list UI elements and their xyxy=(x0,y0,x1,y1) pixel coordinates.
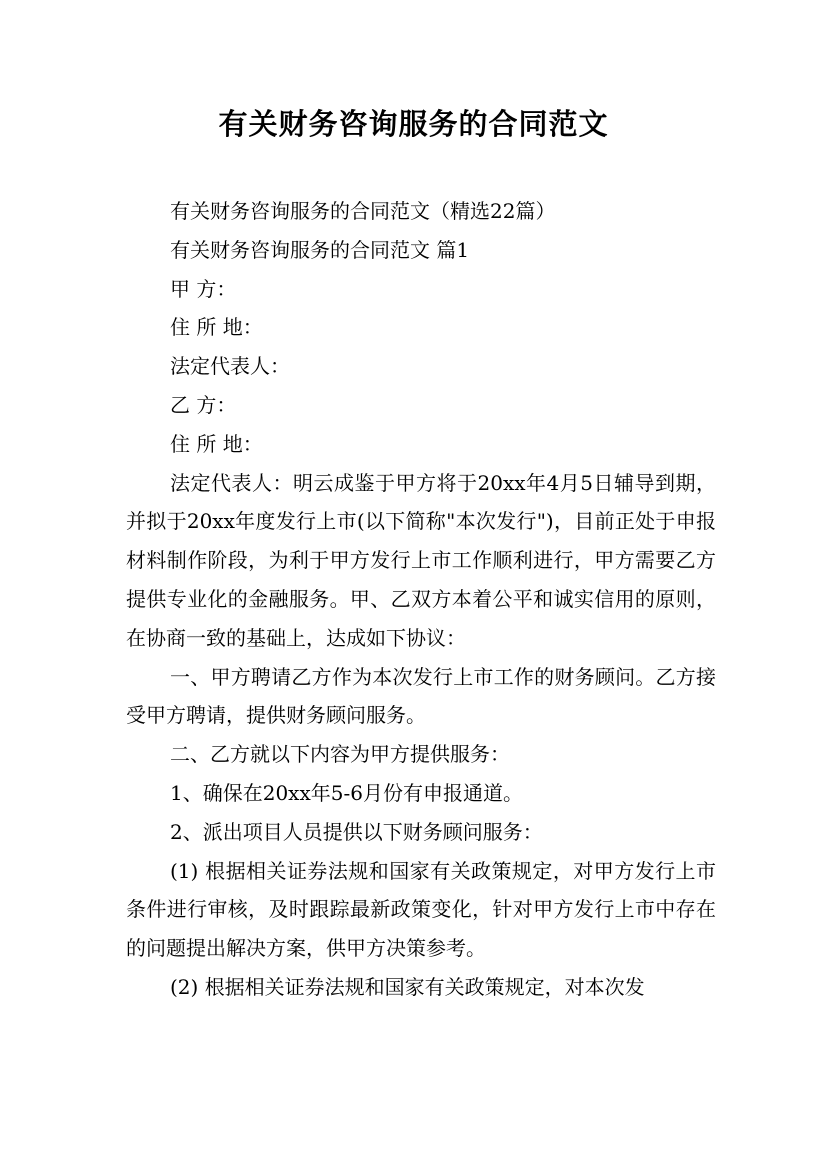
party-b-label: 乙 方： xyxy=(170,392,237,417)
section-heading: 有关财务咨询服务的合同范文 篇1 xyxy=(170,237,470,262)
party-a-label: 甲 方： xyxy=(170,276,237,301)
clause-two-subitem-1: (1) 根据相关证券法规和国家有关政策规定，对甲方发行上市条件进行审核，及时跟踪最新政策变化，针对甲方发行上市中存在的问题提出解决方案，供甲方决策参考。 xyxy=(126,858,716,961)
clause-two-subitem-2: (2) 根据相关证券法规和国家有关政策规定，对本次发 xyxy=(170,974,645,999)
document-title: 有关财务咨询服务的合同范文 xyxy=(218,107,609,141)
party-a-address-label: 住 所 地： xyxy=(170,315,263,340)
document-body xyxy=(126,192,716,1007)
clause-two: 二、乙方就以下内容为甲方提供服务： xyxy=(170,742,510,767)
preamble-paragraph: 法定代表人：明云成鉴于甲方将于20xx年4月5日辅导到期，并拟于20xx年度发行上市(以下简称"本次发行")，目前正处于申报材料制作阶段，为利于甲方发行上市工作顺利进行，甲方需要乙方提供专业化的金融服务。甲、乙双方本着公平和诚实信用的原则，在协商一致的基础上，达成如下协议： xyxy=(126,470,716,650)
clause-two-item-2: 2、派出项目人员提供以下财务顾问服务： xyxy=(170,819,543,844)
clause-one: 一、甲方聘请乙方作为本次发行上市工作的财务顾问。乙方接受甲方聘请，提供财务顾问服务。 xyxy=(126,664,716,728)
intro-line: 有关财务咨询服务的合同范文（精选22篇） xyxy=(170,199,556,223)
clause-two-item-1: 1、确保在20xx年5-6月份有申报通道。 xyxy=(170,780,523,805)
party-a-representative-label: 法定代表人： xyxy=(170,354,290,379)
party-b-address-label: 住 所 地： xyxy=(170,431,263,456)
